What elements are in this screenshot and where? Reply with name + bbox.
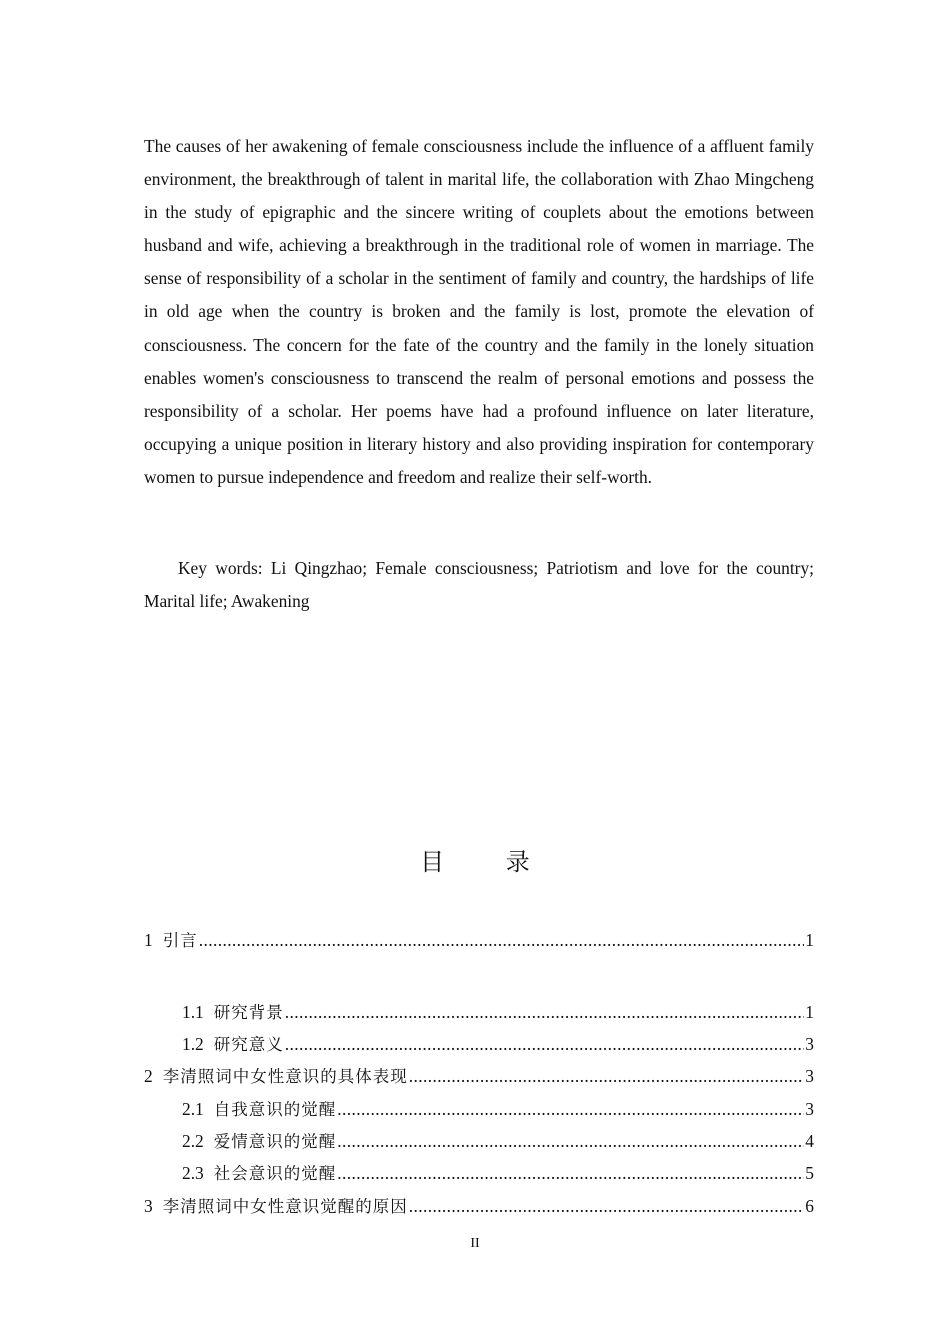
toc-entry-page: 1	[805, 1002, 814, 1022]
toc-leader-dots	[199, 930, 805, 951]
toc-entry-2-2[interactable]	[182, 1128, 814, 1152]
toc-leader-dots	[285, 1034, 805, 1055]
toc-entry-number: 2.3	[182, 1163, 204, 1183]
toc-entry-page: 4	[805, 1131, 814, 1151]
toc-entry-page: 3	[805, 1099, 814, 1119]
toc-entry-2[interactable]	[144, 1063, 814, 1087]
toc-entry-page: 6	[805, 1196, 814, 1216]
toc-leader-dots	[337, 1163, 804, 1184]
toc-leader-dots	[337, 1099, 804, 1120]
toc-entry-title: 研究意义	[213, 1035, 284, 1054]
toc-entry-number: 1	[144, 930, 153, 950]
keywords-line: Key words: Li Qingzhao; Female consciousness; Patriotism and love for the country; Marital life; Awakening	[144, 558, 814, 612]
toc-entry-title: 李清照词中女性意识觉醒的原因	[162, 1197, 408, 1216]
abstract-paragraph: The causes of her awakening of female consciousness include the influence of a affluent family environment, the breakthrough of talent in marital life, the collaboration with Zhao Mingcheng in the study of epigraphic and the sincere writing of couplets about the emotions between husband and wife, achieving a breakthrough in the traditional role of women in marriage. The sense of responsibility of a scholar in the sentiment of family and country, the hardships of life in old age when the country is broken and the family is lost, promote the elevation of consciousness. The concern for the fate of the country and the family in the lonely situation enables women's consciousness to transcend the realm of personal emotions and possess the responsibility of a scholar. Her poems have had a profound influence on later literature, occupying a unique position in literary history and also providing inspiration for contemporary women to pursue independence and freedom and realize their self-worth.	[144, 136, 814, 487]
toc-entry-title: 李清照词中女性意识的具体表现	[162, 1067, 408, 1086]
toc-leader-dots	[285, 1002, 805, 1023]
toc-entry-title: 研究背景	[213, 1003, 284, 1022]
toc-entry-page: 3	[805, 1034, 814, 1054]
toc-entry-number: 3	[144, 1196, 153, 1216]
toc-entry-1-1[interactable]	[182, 999, 814, 1023]
toc-entry-page: 5	[805, 1163, 814, 1183]
toc-title: 目 录	[420, 848, 557, 876]
toc-entry-number: 2.2	[182, 1131, 204, 1151]
toc-entry-title: 自我意识的觉醒	[213, 1100, 337, 1119]
toc-entry-1[interactable]	[144, 927, 814, 951]
toc-entry-page: 3	[805, 1066, 814, 1086]
toc-leader-dots	[337, 1131, 804, 1152]
toc-entry-title: 社会意识的觉醒	[213, 1164, 337, 1183]
toc-entry-page: 1	[805, 930, 814, 950]
toc-entry-number: 1.2	[182, 1034, 204, 1054]
toc-entry-number: 1.1	[182, 1002, 204, 1022]
toc-entry-2-1[interactable]	[182, 1096, 814, 1120]
toc-entry-1-2[interactable]	[182, 1031, 814, 1055]
toc-entry-2-3[interactable]	[182, 1160, 814, 1184]
toc-entry-title: 爱情意识的觉醒	[213, 1132, 337, 1151]
toc-entry-number: 2	[144, 1066, 153, 1086]
page-number: II	[470, 1236, 480, 1251]
toc-entry-number: 2.1	[182, 1099, 204, 1119]
toc-leader-dots	[409, 1066, 805, 1087]
toc-entry-title: 引言	[162, 931, 198, 950]
toc-leader-dots	[409, 1196, 805, 1217]
toc-entry-3[interactable]	[144, 1193, 814, 1217]
